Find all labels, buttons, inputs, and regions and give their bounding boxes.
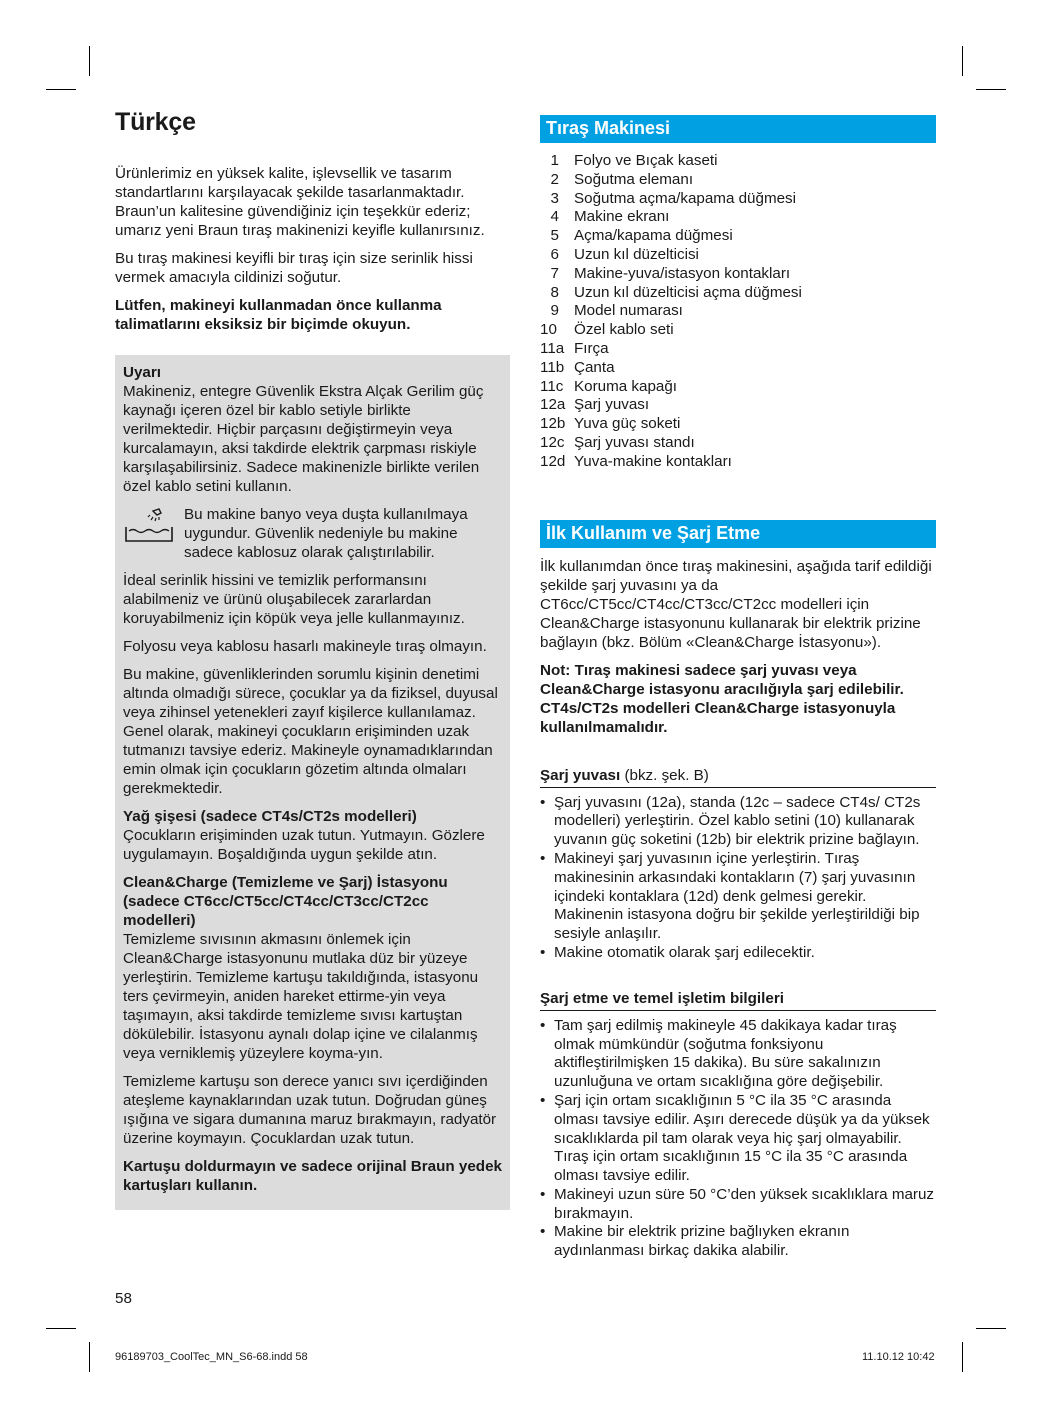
warning-paragraph: Folyosu veya kablosu hasarlı makineyle tıraş olmayın. — [123, 638, 487, 655]
part-number: 12a — [540, 396, 566, 414]
first-use-section-heading: İlk Kullanım ve Şarj Etme — [540, 520, 936, 548]
part-label: Model numarası — [574, 302, 683, 320]
right-column — [540, 115, 936, 1261]
part-number: 2 — [550, 170, 559, 188]
left-column — [115, 108, 510, 1210]
cartridge-warning: Kartuşu doldurmayın ve sadece orijinal Braun yedek kartuşları kullanın. — [123, 1158, 502, 1194]
list-item: • Şarj yuvasını (12a), standa (12c – sadece CT4s/ CT2s modelleri) yerleştirin. Özel kablo setini (10) kullanarak yuvanın güç soketini (12b) bir elektrik prizine bağlayın. — [540, 794, 936, 850]
list-item: • Makine otomatik olarak şarj edilecektir. — [540, 944, 936, 963]
shower-usage-text: Bu makine banyo veya duşta kullanılmaya uygundur. Güvenlik nedeniyle bu makine sadece kablosuz olarak çalıştırılabilir. — [184, 506, 468, 561]
intro-paragraph: Ürünlerimiz en yüksek kalite, işlevsellik ve tasarım standartlarını karşılayacak şekilde tasarlanmaktadır. Braun’un kalitesine güvendiğiniz için teşekkür ederiz; umarız yeni Braun tıraş makinenizi keyifle kullanırsınız. — [115, 165, 485, 239]
dock-subheading-label: Şarj yuvası — [540, 766, 621, 784]
list-item — [540, 302, 936, 321]
part-label: Şarj yuvası — [574, 396, 650, 414]
warning-heading: Uyarı — [123, 364, 161, 381]
list-item: • Makineyi şarj yuvasının içine yerleştirin. Tıraş makinesinin arkasındaki kontakların (7) şarj yuvasının içindeki kontaklara (12d) denk gelmesi gerekir. Makinenin istasyona doğru bir şekilde yerleştirildiği bip sesiyle anlaşılır. — [540, 850, 936, 944]
shaver-section-heading: Tıraş Makinesi — [540, 115, 936, 143]
part-label: Özel kablo seti — [574, 321, 674, 339]
page-title: Türkçe — [115, 108, 196, 136]
list-item — [540, 190, 936, 209]
part-number: 5 — [550, 227, 559, 245]
list-item — [540, 434, 936, 453]
warning-text: Makineniz, entegre Güvenlik Ekstra Alçak Gerilim güç kaynağı içeren özel bir kablo setiyle birlikte verilmektedir. Hiçbir parçasını değiştirmeyin veya kurcalamayın, aksi takdirde elektrik çarpması riskiyle karşılaşabilirsiniz. Sadece makinenizle birlikte verilen özel kablo setini kullanın. — [123, 383, 484, 495]
cartridge-text: Temizleme kartuşu son derece yanıcı sıvı içerdiğinden ateşleme kaynaklarından uzak tutun. Doğrudan güneş ışığına ve sigara dumanına maruz bırakmayın, radyatör üzerine koymayın. Çocuklardan uzak tutun. — [123, 1073, 497, 1147]
crop-mark — [962, 1342, 963, 1372]
warning-paragraph: Bu makine, güvenliklerinden sorumlu kişinin denetimi altında olmadığı sürece, çocuklar ya da fiziksel, duyusal veya zihinsel yetenekleri zayıf kişilerce kullanılamaz. Genel olarak, makineyi çocukların erişiminden uzak tutmanızı tavsiye ederiz. Makineyle oynamadıklarından emin olmak için çocukların gözetim altında olmaları gerekmektedir. — [123, 666, 498, 797]
charging-info-subheading: Şarj etme ve temel işletim bilgileri — [540, 989, 936, 1011]
part-number: 6 — [550, 245, 559, 263]
crop-mark — [976, 1328, 1006, 1329]
part-label: Folyo ve Bıçak kaseti — [574, 152, 718, 169]
first-use-intro: İlk kullanımdan önce tıraş makinesini, aşağıda tarif edildiği şekilde şarj yuvasını ya da CT6cc/CT5cc/CT4cc/CT3cc/CT2cc modelleri için Clean&Charge istasyonunu kullanarak bir elektrik prizine bağlayın (bkz. Bölüm «Clean&Charge İstasyonu»). — [540, 557, 932, 651]
crop-mark — [962, 46, 963, 76]
footer-timestamp: 11.10.12 10:42 — [862, 1351, 935, 1363]
part-label: Uzun kıl düzelticisi — [574, 245, 699, 263]
part-label: Makine ekranı — [574, 208, 670, 226]
part-label: Açma/kapama düğmesi — [574, 227, 733, 245]
list-item — [540, 321, 936, 340]
crop-mark — [89, 46, 90, 76]
part-number: 4 — [550, 208, 559, 226]
part-number: 12c — [540, 433, 565, 451]
list-item — [540, 359, 936, 378]
part-number: 1 — [550, 152, 559, 169]
shower-bath-icon — [123, 507, 175, 547]
station-text: Temizleme sıvısının akmasını önlemek için Clean&Charge istasyonunu mutlaka düz bir yüzeye yerleştirin. Temizleme kartuşu takıldığında, istasyonu ters çevirmeyin, aniden hareket ettirme-yin veya taşımayın, aksi takdirde temizleme sıvısı kartuştan dökülebilir. İstasyonu aynalı dolap içine ve cilalanmış veya verniklemiş yüzeylere koyma-yın. — [123, 931, 479, 1062]
list-item — [540, 396, 936, 415]
list-item — [540, 152, 936, 171]
list-item: • Tam şarj edilmiş makineyle 45 dakikaya kadar tıraş olmak mümkündür (soğutma fonksiyonu aktifleştirilmişken 15 dakika). Bu süre sakalınızın uzunluğuna ve ortam sıcaklığına göre değişebilir. — [540, 1017, 936, 1092]
page-number: 58 — [115, 1290, 132, 1307]
part-label: Çanta — [574, 358, 615, 376]
charging-note: Not: Tıraş makinesi sadece şarj yuvası veya Clean&Charge istasyonu aracılığıyla şarj edilebilir. CT4s/CT2s modelleri Clean&Charge istasyonuyla kullanılmamalıdır. — [540, 661, 904, 736]
list-item — [540, 227, 936, 246]
part-number: 7 — [550, 264, 559, 282]
list-item — [540, 208, 936, 227]
crop-mark — [46, 89, 76, 90]
part-label: Koruma kapağı — [574, 377, 677, 395]
shower-usage-row — [123, 505, 502, 562]
footer-filename: 96189703_CoolTec_MN_S6-68.indd 58 — [115, 1351, 308, 1363]
part-label: Yuva güç soketi — [574, 415, 681, 433]
list-item — [540, 246, 936, 265]
part-number: 9 — [550, 302, 559, 320]
list-item — [540, 284, 936, 303]
part-label: Fırça — [574, 339, 609, 357]
dock-subheading — [540, 766, 936, 788]
part-number: 12b — [540, 415, 566, 433]
part-number: 11a — [540, 339, 565, 357]
oil-bottle-text: Çocukların erişiminden uzak tutun. Yutmayın. Gözlere uygulamayın. Boşaldığında uygun şekilde atın. — [123, 827, 485, 863]
list-item: • Şarj için ortam sıcaklığının 5 °C ila 35 °C arasında olması tavsiye edilir. Aşırı derecede düşük ya da yüksek sıcaklıklarda pil tam olarak veya hiç şarj olmayabilir. Tıraş için ortam sıcaklığının 15 °C ila 35 °C arasında olması tavsiye edilir. — [540, 1092, 936, 1186]
crop-mark — [46, 1328, 76, 1329]
crop-mark — [89, 1342, 90, 1372]
dock-subheading-ref: (bkz. şek. B) — [620, 766, 709, 784]
parts-list — [540, 152, 936, 472]
crop-mark — [976, 89, 1006, 90]
part-number: 12d — [540, 452, 566, 470]
list-item — [540, 171, 936, 190]
list-item — [540, 378, 936, 397]
part-number: 8 — [550, 283, 559, 301]
list-item — [540, 453, 936, 472]
station-heading: Clean&Charge (Temizleme ve Şarj) İstasyonu (sadece CT6cc/CT5cc/CT4cc/CT3cc/CT2cc modelleri) — [123, 874, 448, 929]
read-instructions-note: Lütfen, makineyi kullanmadan önce kullanma talimatlarını eksiksiz bir biçimde okuyun. — [115, 297, 442, 333]
intro-paragraph: Bu tıraş makinesi keyifli bir tıraş için size serinlik hissi vermek amacıyla cildinizi soğutur. — [115, 250, 473, 286]
list-item: • Makine bir elektrik prizine bağlıyken ekranın aydınlanması birkaç dakika alabilir. — [540, 1223, 936, 1261]
part-number: 10 — [540, 321, 557, 339]
warning-box — [115, 355, 510, 1210]
list-item — [540, 265, 936, 284]
part-label: Şarj yuvası standı — [574, 433, 695, 451]
part-number: 11b — [540, 358, 565, 376]
part-label: Soğutma elemanı — [574, 170, 694, 188]
part-number: 11c — [540, 377, 564, 395]
list-item — [540, 340, 936, 359]
part-label: Yuva-makine kontakları — [574, 452, 732, 470]
part-label: Soğutma açma/kapama düğmesi — [574, 189, 797, 207]
oil-bottle-heading: Yağ şişesi (sadece CT4s/CT2s modelleri) — [123, 808, 417, 825]
list-item: • Makineyi uzun süre 50 °C’den yüksek sıcaklıklara maruz bırakmayın. — [540, 1186, 936, 1224]
part-label: Uzun kıl düzelticisi açma düğmesi — [574, 283, 802, 301]
dock-instructions — [540, 794, 936, 963]
charging-info-list — [540, 1017, 936, 1261]
part-number: 3 — [550, 189, 559, 207]
list-item — [540, 415, 936, 434]
warning-paragraph: İdeal serinlik hissini ve temizlik performansını alabilmeniz ve ürünü oluşabilecek zararlardan koruyabilmeniz için köpük veya jelle kullanmayınız. — [123, 572, 465, 627]
part-label: Makine-yuva/istasyon kontakları — [574, 264, 791, 282]
